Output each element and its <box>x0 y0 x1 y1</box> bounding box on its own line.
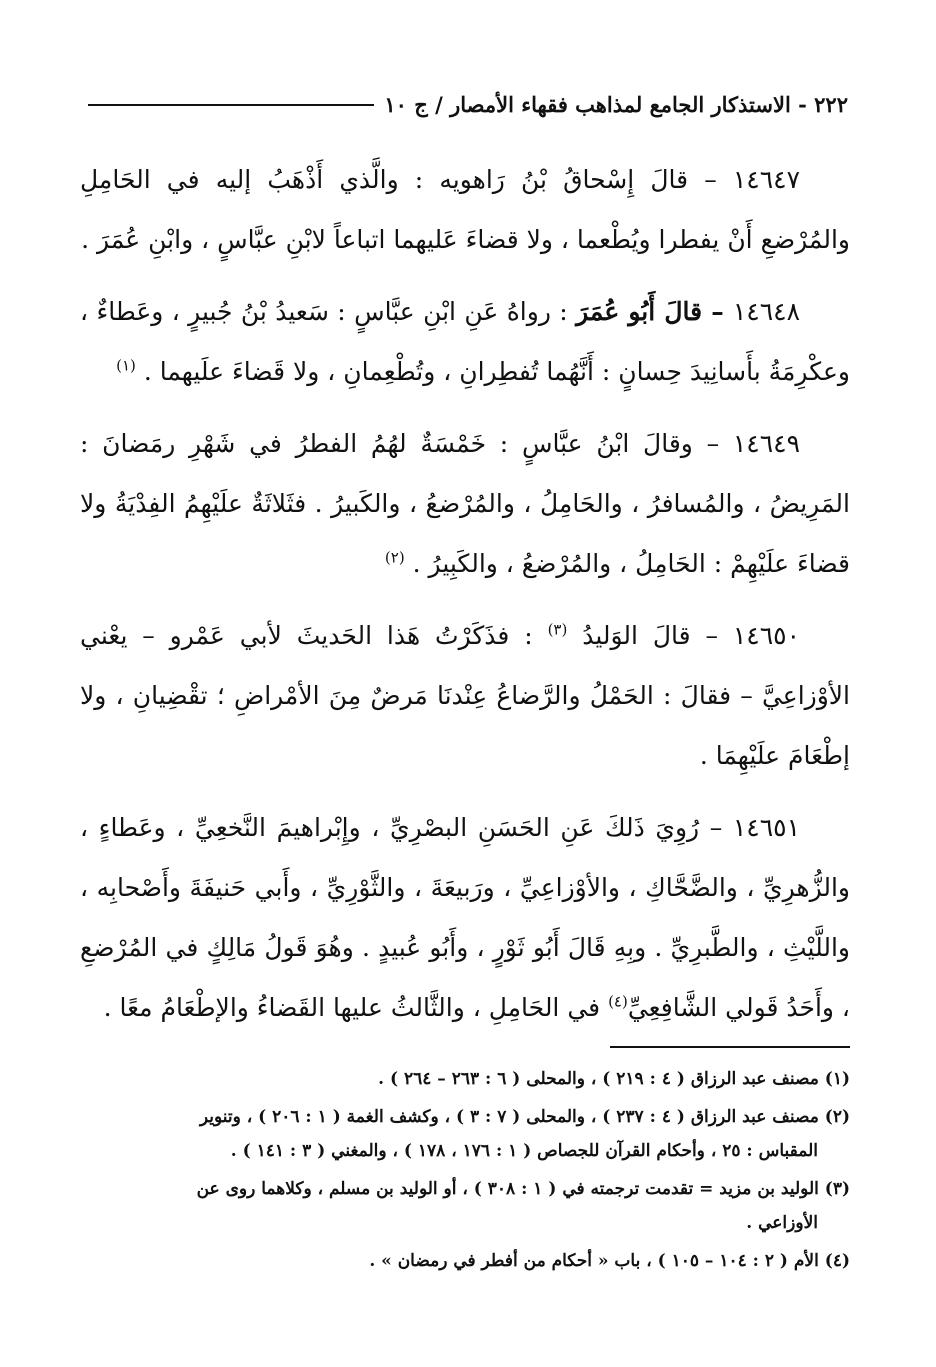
paragraph-14649 <box>80 414 850 594</box>
paragraph-14647 <box>80 150 850 270</box>
header-title: ٢٢٢ - الاستذكار الجامع لمذاهب فقهاء الأمصار / ج ١٠ <box>384 92 848 117</box>
running-header <box>88 92 848 117</box>
header-rule <box>88 104 374 106</box>
paragraph-text-cont: : فذَكَرْتُ هَذا الحَديثَ لأبي عَمْرو – يعْني الأوْزاعِيَّ – فقالَ : الحَمْلُ والرَّضاعُ عِنْدنَا مَرضٌ مِنَ الأمْراضِ ؛ تقْضِيانِ ، ولا إطْعَامَ علَيْهِمَا . <box>80 621 850 770</box>
footnote-1 <box>80 1062 850 1096</box>
paragraph-lead: – قالَ أَبُو عُمَرَ <box>576 297 733 326</box>
paragraph-number: ١٤٦٥١ <box>732 813 800 842</box>
paragraph-14648 <box>80 282 850 402</box>
footnote-text-cont: الأوزاعي . <box>746 1213 818 1233</box>
paragraph-text: – قالَ الوَليدُ <box>567 621 733 650</box>
footnote-text: (١) مصنف عبد الرزاق ( ٤ : ٢١٩ ) ، والمحلى ( ٦ : ٢٦٣ – ٢٦٤ ) . <box>378 1069 850 1089</box>
paragraph-number: ١٤٦٤٧ <box>732 165 800 194</box>
footnote-text-cont: المقباس : ٢٥ ، وأحكام القرآن للجصاص ( ١ : ١٧٦ ، ١٧٨ ) ، والمغني ( ٣ : ١٤١ ) . <box>230 1141 818 1161</box>
footnote-2 <box>80 1100 850 1168</box>
footnotes <box>80 1062 850 1282</box>
paragraph-number: ١٤٦٥٠ <box>732 621 801 650</box>
footnote-text: (٢) مصنف عبد الرزاق ( ٤ : ٢٣٧ ) ، والمحلى ( ٧ : ٣ ) ، وكشف الغمة ( ١ : ٢٠٦ ) ، وتنوير <box>199 1107 850 1127</box>
paragraph-text-cont: في الحَامِلِ ، والثَّالثُ عليها القَضاءُ والإطْعَامُ معًا . <box>103 993 609 1022</box>
paragraph-14651 <box>80 798 850 1038</box>
paragraph-text: – قالَ إِسْحاقُ بْنُ رَاهويه : والَّذي أَذْهَبُ إليه في الحَامِلِ والمُرْضعِ أَنْ يفطرا ويُطْعما ، ولا قضاءَ عَليهما اتباعاً لابْنِ عبَّاسٍ ، وابْنِ عُمَرَ . <box>80 165 850 254</box>
paragraph-text: : رواهُ عَنِ ابْنِ عبَّاسٍ : سَعيدُ بْنُ جُبيرٍ ، وعَطاءٌ ، وعكْرِمَةُ بأَسانِيدَ حِسانٍ : أَنَّهُما تُفطِرانِ ، وتُطْعِمانِ ، ولا قَضاءَ علَيهما . <box>80 297 850 386</box>
footnote-text: (٣) الوليد بن مزيد = تقدمت ترجمته في ( ١ : ٣٠٨ ) ، أو الوليد بن مسلم ، وكلاهما روى عن <box>196 1179 850 1199</box>
footnote-ref: (٤) <box>608 992 628 1011</box>
paragraph-number: ١٤٦٤٨ <box>732 297 800 326</box>
paragraph-number: ١٤٦٤٩ <box>732 429 800 458</box>
footnote-text: (٤) الأم ( ٢ : ١٠٤ – ١٠٥ ) ، باب « أحكام من أفطر في رمضان » . <box>369 1251 850 1271</box>
footnote-separator <box>610 1046 850 1048</box>
paragraph-text: – وقالَ ابْنُ عبَّاسٍ : خَمْسَةٌ لهُمُ الفطرُ في شَهْرِ رمَضانَ : المَرِيضُ ، والمُسافرُ ، والحَامِلُ ، والمُرْضعُ ، والكَبيرُ . فثَلاثَةٌ علَيْهِمُ الفِدْيَةُ ولا قضاءَ علَيْهِمْ : الحَامِلُ ، والمُرْضعُ ، والكَبِيرُ . <box>80 429 850 578</box>
footnote-3 <box>80 1172 850 1240</box>
paragraph-14650 <box>80 606 850 786</box>
footnote-ref: (٢) <box>384 548 405 567</box>
footnote-ref: (١) <box>116 356 136 375</box>
main-text <box>80 150 850 1050</box>
paragraph-text: – رُوِيَ ذَلكَ عَنِ الحَسَنِ البصْرِيِّ ، وإِبْراهيمَ النَّخعِيِّ ، وعَطاءٍ ، والزُّهرِيِّ ، والضَّحَّاكِ ، والأوْزاعِيِّ ، ورَبيعَةَ ، والثَّوْرِيِّ ، وأَبي حَنيفَةَ وأَصْحابِه ، واللَّيْثِ ، والطَّبرِيِّ . وبِهِ قَالَ أَبُو ثَوْرٍ ، وأَبُو عُبيدٍ . وهُوَ قَولُ مَالِكٍ في المُرْضعِ ، وأَحَدُ قَولي الشَّافِعِيِّ <box>80 813 850 1022</box>
footnote-4 <box>80 1244 850 1278</box>
footnote-ref: (٣) <box>547 620 568 639</box>
